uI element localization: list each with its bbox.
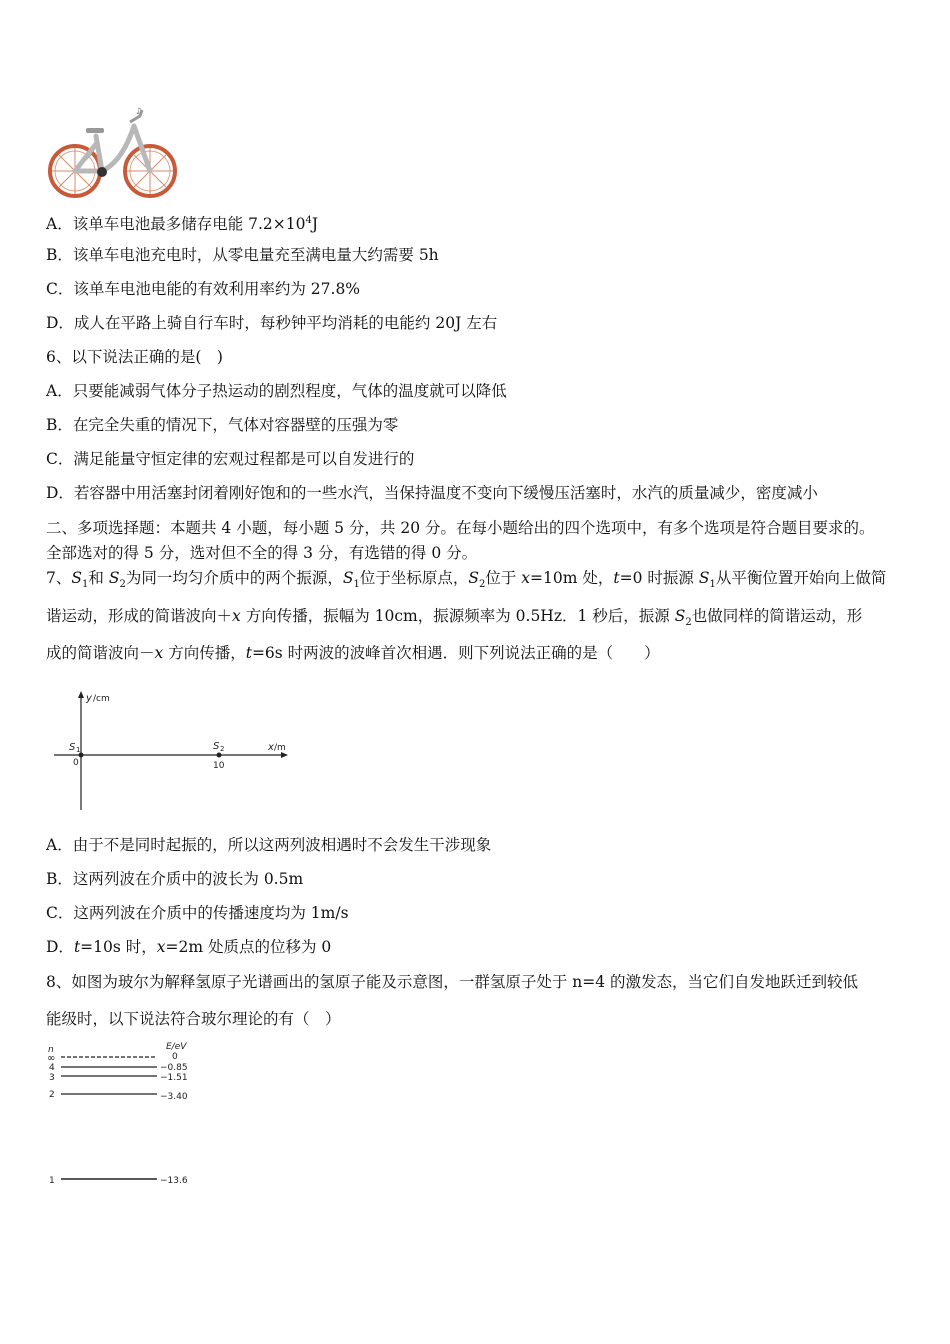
s2-sub: 2 [220,745,225,753]
q7-stem-line3: 成的简谐波向－x 方向传播，t=6s 时两波的波峰首次相遇．则下列说法正确的是（ ） [46,644,660,662]
svg-text:♪: ♪ [136,107,142,117]
y-axis-unit: /cm [93,694,110,704]
s2-label: S [213,741,220,752]
q7-option-c: C．这两列波在介质中的传播速度均为 1m/s [46,904,349,922]
s1-label: S [69,742,76,753]
q7-stem-line1: 7、$S_1$和 $S_2$为同一均匀介质中的两个振源，$S_1$位于坐标原点，$S_2$位于 x=10m 处，t=0 时振源 $S_1$从平衡位置开始向上做简 [46,569,887,591]
q5-option-d: D．成人在平路上骑自行车时，每秒钟平均消耗的电能约 20J 左右 [46,314,498,332]
level-1 [49,1176,188,1186]
svg-text:−0.85: −0.85 [160,1063,188,1073]
n-axis-label: n [48,1045,54,1055]
level-4 [49,1063,188,1073]
seat [86,128,104,133]
q7-coordinate-figure [50,688,295,813]
section2-header-line2: 全部选对的得 5 分，选对但不全的得 3 分，有选错的得 0 分。 [46,544,478,562]
q5-option-c: C．该单车电池电能的有效利用率约为 27.8% [46,280,361,298]
q8-stem-line2: 能级时，以下说法符合玻尔理论的有（ ） [46,1010,341,1028]
q7-stem-line2: 谐运动，形成的简谐波向＋x 方向传播，振幅为 10cm，振源频率为 0.5Hz．1 秒后，振源 $S_2$也做同样的简谐运动，形 [46,607,863,629]
source-s2-dot [217,753,222,758]
svg-text:−1.51: −1.51 [160,1073,188,1083]
origin-label: 0 [73,758,79,768]
q6-option-c: C．满足能量守恒定律的宏观过程都是可以自发进行的 [46,450,415,468]
level-infinity [47,1052,178,1064]
y-axis-label: y [86,693,92,704]
q7-option-a: A．由于不是同时起振的，所以这两列波相遇时不会发生干涉现象 [46,836,492,854]
svg-text:1: 1 [49,1176,55,1186]
tick-10-label: 10 [213,761,225,771]
svg-text:∞: ∞ [47,1053,56,1064]
s1-sub: 1 [76,746,81,754]
q7-option-d: D．t=10s 时，x=2m 处质点的位移为 0 [46,938,332,956]
energy-level-diagram [44,1038,209,1188]
section2-header-line1: 二、多项选择题：本题共 4 小题，每小题 5 分，共 20 分。在每小题给出的四个选项中，有多个选项是符合题目要求的。 [46,519,875,537]
q7-option-b: B．这两列波在介质中的波长为 0.5m [46,870,304,888]
q6-option-d: D．若容器中用活塞封闭着刚好饱和的一些水汽，当保持温度不变向下缓慢压活塞时，水汽的质量减少，密度减小 [46,484,818,502]
svg-text:0: 0 [172,1052,178,1062]
svg-text:3: 3 [49,1073,55,1083]
svg-text:−13.6: −13.6 [160,1176,188,1186]
bicycle-illustration [44,104,179,196]
pedal-crank [97,167,107,177]
q6-option-a: A．只要能减弱气体分子热运动的剧烈程度，气体的温度就可以降低 [46,382,507,400]
q6-option-b: B．在完全失重的情况下，气体对容器壁的压强为零 [46,416,399,434]
energy-axis-label: E/eV [166,1042,187,1052]
svg-text:2: 2 [49,1090,55,1100]
svg-text:4: 4 [49,1063,55,1073]
level-3 [49,1073,188,1083]
q8-stem-line1: 8、如图为玻尔为解释氢原子光谱画出的氢原子能及示意图，一群氢原子处于 n=4 的激发态，当它们自发地跃迁到较低 [46,973,859,991]
q6-stem: 6、以下说法正确的是( ) [46,348,223,366]
q5-option-b: B．该单车电池充电时，从零电量充至满电量大约需要 5h [46,246,439,264]
svg-text:−3.40: −3.40 [160,1092,188,1102]
q5-option-a: A．该单车电池最多储存电能 $7.2\times 10^4J$ [46,215,319,234]
x-axis-label: x [268,742,274,753]
x-axis-unit: /m [274,743,286,753]
y-axis-arrow [78,691,84,698]
level-2 [49,1090,188,1102]
